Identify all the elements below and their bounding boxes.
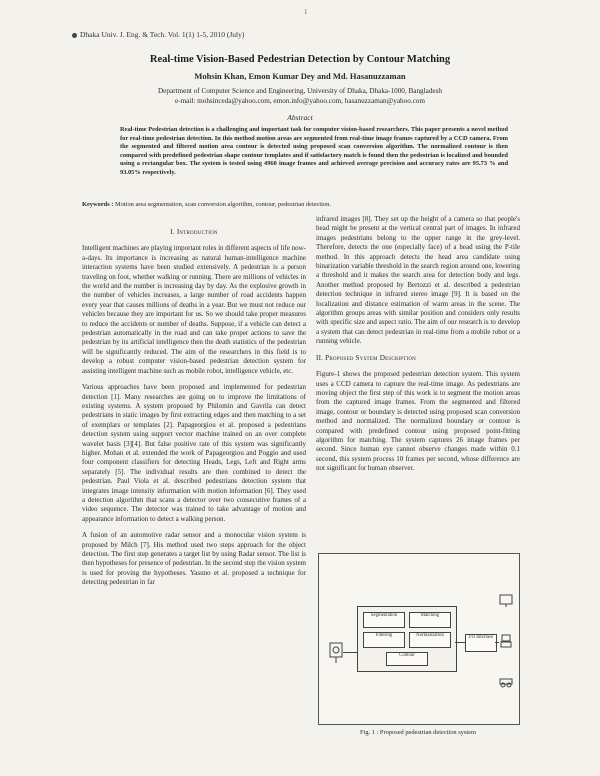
section-heading-introduction: I. Introduction bbox=[170, 228, 218, 236]
section-heading-proposed-system: II. Proposed System Description bbox=[316, 353, 416, 362]
page-number: 1 bbox=[304, 8, 308, 16]
box-filtering: Filtering bbox=[363, 632, 405, 648]
box-segmentation: Segmentation bbox=[363, 612, 405, 628]
affiliation-line: Department of Computer Science and Engineering, University of Dhaka, Dhaka-1000, Bangladesh bbox=[157, 87, 443, 95]
keywords-label: Keywords : bbox=[82, 201, 114, 208]
figure-caption: Fig. 1 : Proposed pedestrian detection system bbox=[360, 729, 476, 736]
robot-icon bbox=[499, 634, 513, 648]
monitor-icon bbox=[499, 594, 513, 608]
box-matching: Matching bbox=[409, 612, 451, 628]
paper-title: Real-time Vision-Based Pedestrian Detection by Contour Matching bbox=[149, 54, 451, 65]
paragraph: A fusion of an automotive radar sensor and a monocular vision system is proposed by Milch [7]. His method used two steps approach for the object detection. The first step generates a target list by using Radar sensor. The list is then hypotheses for presence of pedestrian. In the second step the vision system is used for proving the hypotheses. Yasuno et al. proposed a technique for detecting pedestrian in far bbox=[82, 531, 306, 587]
paragraph: Intelligent machines are playing important roles in different aspects of life now-a-days. Its importance is increasing as natural human-intelligence machine interaction systems have been studied extensively. A pedestrian is a person traveling on foot, whether walking or running. There are millions of vehicles in the world and the number is increasing day by day. As the explosive growth in the number of vehicles increases, a large number of road accidents happen every year that causes millions of deaths in a year. But we must not reduce our vehicles because they are important for us. So we should take proper measures to reduce the accidents or number of deaths. Suppose, if a vehicle can detect a pedestrian automatically in the road and can take proper actions to save the pedestrian by its artificial intelligence then the death statistics of the pedestrian will be significantly reduced. The aim of the researchers in this field is to develop a robust computer vision-based pedestrian detection system for assisting intelligent machine such as mobile robot, intelligence vehicle, etc. bbox=[82, 244, 306, 375]
vehicle-icon bbox=[499, 674, 513, 688]
arrow bbox=[495, 642, 499, 643]
paragraph: infrared images [8]. They set up the height of a camera so that people's head might be present at the vertical central part of images. In infrared images pedestrians belong to the upper range in the grey-level. Therefore, detects the one (especially face) of a head using the P-tile method. In this approach detects the head area candidate using binarization variable threshold in the search region around one, lowering a threshold and it makes the search area for detection body and legs. Another method proposed by Bertozzi et al. described a pedestrian detection technique in infrared stereo image [9]. It is based on the localization and distance estimation of warm areas in the scene. The algorithm groups areas with similar position and considers only results with specific size and aspect ratio. The aim of our research is to develop a system that can detect pedestrian in real-time from a mobile robot or a running vehicle. bbox=[316, 215, 520, 346]
paragraph: Various approaches have been proposed and implemented for pedestrian detection [1]. Many researches are going on to improve the limitations of existing systems. A system proposed by Philomin and Gavrila can detect pedestrians in static images by first extracting edges and then matching to a set of exemplars or templates [2]. Papageorgiou et al. proposed a pedestrians detection system using support vector machine trained on an over complete wavelet basis [3][4]. But false positive rate of this system was significantly higher. Mohan et al. extended the work of Papageorgiou and Poggio and used four component classifiers for detecting Heads, Legs, Left and Right arms separately [5]. The individual results are then combined to detect the pedestrian. Paul Viola et al. described pedestrians detection system that integrates image intensity information with motion information [6]. They used a detection algorithm that scans a detector over two consecutive frames of a video sequence. The detector was trained to take advantage of motion and appearance information to detect a walking person. bbox=[82, 383, 306, 523]
keywords bbox=[82, 201, 532, 208]
system-diagram bbox=[318, 553, 520, 725]
arrow bbox=[343, 652, 357, 653]
left-column bbox=[82, 228, 306, 595]
keywords-text: Motion area segmentation, scan conversion algorithm, contour, pedestrian detection. bbox=[115, 201, 331, 208]
affiliation bbox=[40, 87, 560, 106]
paper-authors: Mohsin Khan, Emon Kumar Dey and Md. Hasanuzzaman bbox=[194, 71, 406, 81]
paragraph: Figure-1 shows the proposed pedestrian detection system. This system uses a CCD camera to capture the real-time image. As pedestrians are moving object the first step of this work is to segment the motion areas from the captured image frames. From the segmented and filtered image, contour or boundary is detected using proposed scan conversion method and normalized. The normalized boundary or contour is compared with predefined contour using proposed point-fitting algorithm for matching. The system captures 26 image frames per second. Since human eye cannot observe changes made within 0.1 second, this system process 10 frames per second, whose difference are not significant for human observer. bbox=[316, 370, 520, 473]
camera-icon bbox=[329, 642, 343, 664]
bullet-icon bbox=[72, 33, 77, 38]
journal-header bbox=[72, 30, 244, 39]
abstract-heading: Abstract bbox=[287, 113, 313, 122]
box-normalization: Normalization bbox=[409, 632, 451, 648]
affiliation-email: e-mail: mohsinceda@yahoo.com, emon.info@yahoo.com, hasanuzzaman@yahoo.com bbox=[175, 96, 425, 105]
journal-citation: Dhaka Univ. J. Eng. & Tech. Vol. 1(1) 1-5, 2010 (July) bbox=[80, 30, 245, 39]
box-contour: Contour bbox=[386, 652, 428, 666]
box-interface: I/O Interface bbox=[465, 634, 497, 652]
arrow bbox=[455, 642, 465, 643]
abstract-text: Real-time Pedestrian detection is a challenging and important task for computer vision-based researchers. This paper presents a novel method for real-time pedestrian detection. In this method motion areas are segmented from real-time image frames captured by a CCD camera. From the segmented and filtered motion area contour is detected using proposed scan conversion algorithm. The normalized contour is then compared with predefined pedestrian shape contour templates and if satisfactory match is found then the pedestrian is localized and bounded using a rectangular box. The system is tested using 4960 image frames and achieved average precision and accuracy rates are 95.73 % and 93.05% respectively. bbox=[120, 126, 508, 176]
right-column bbox=[316, 215, 520, 481]
